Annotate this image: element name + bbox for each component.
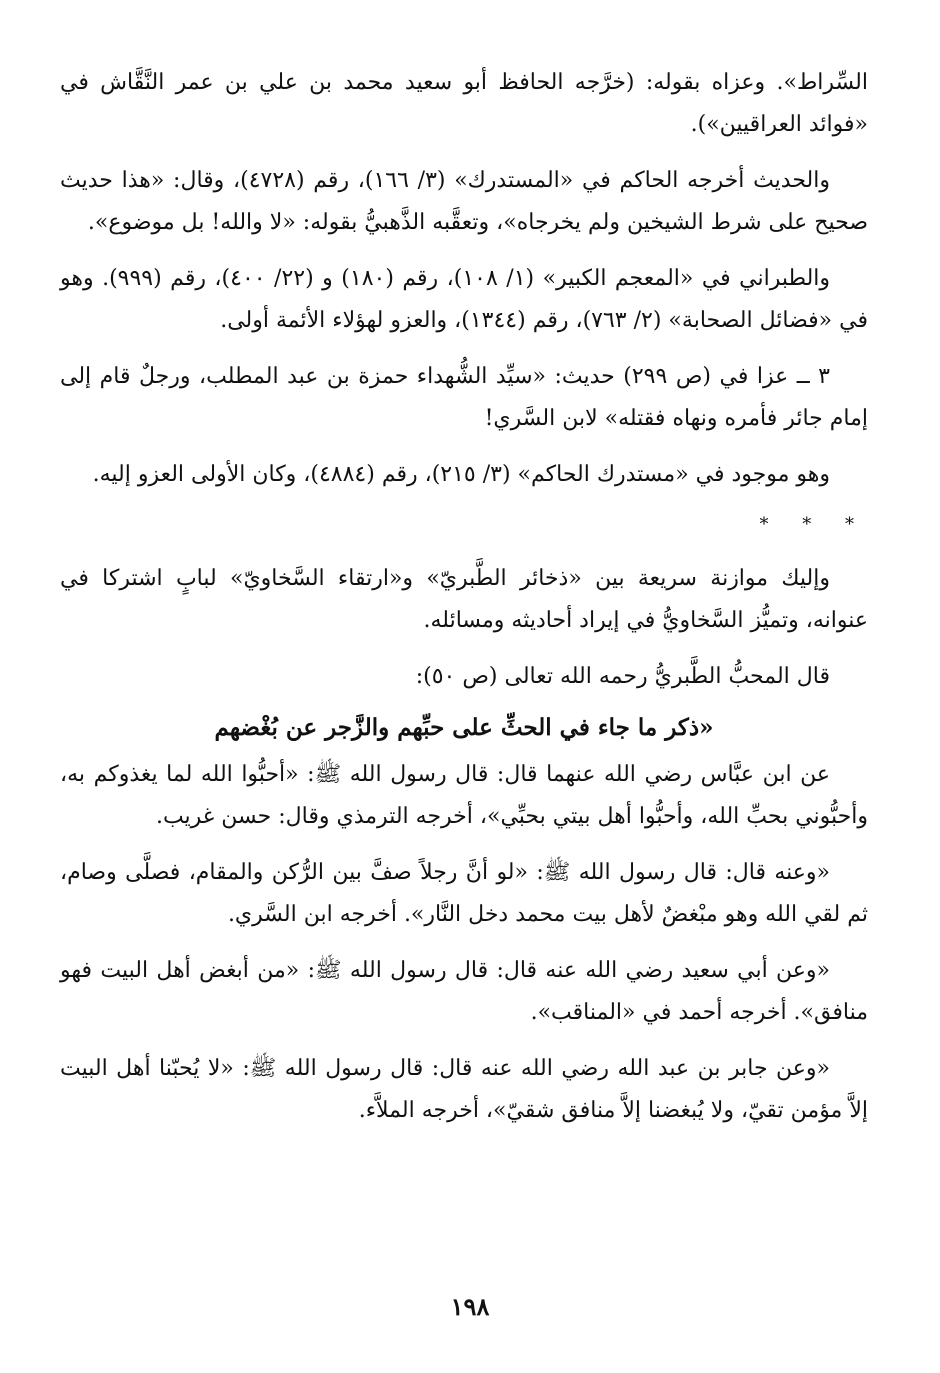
paragraph-3: والطبراني في «المعجم الكبير» (١/ ١٠٨)، رقم (١٨٠) و (٢٢/ ٤٠٠)، رقم (٩٩٩). وهو في «فضائل الصحابة» (٢/ ٧٦٣)، رقم (١٣٤٤)، والعزو لهؤلاء الأئمة أولى. [60,266,868,333]
paragraph-11: «وعن جابر بن عبد الله رضي الله عنه قال: قال رسول الله ﷺ: «لا يُحبّنا أهل البيت إلاَّ مؤمن تقيّ، ولا يُبغضنا إلاَّ منافق شقيّ»، أخرجه الملاَّء. [60,1056,868,1123]
paragraph-4: ٣ ــ عزا في (ص ٢٩٩) حديث: «سيِّد الشُّهداء حمزة بن عبد المطلب، ورجلٌ قام إلى إمام جائر فأمره ونهاه فقتله» لابن السَّري! [60,364,868,431]
page-number: ١٩٨ [450,1292,490,1321]
section-heading: «ذكر ما جاء في الحثِّ على حبِّهم والزَّجر عن بُغْضهم [214,714,714,741]
page-body [60,62,868,1333]
paragraph-9: «وعنه قال: قال رسول الله ﷺ: «لو أنَّ رجلاً صفَّ بين الرُّكن والمقام، فصلَّى وصام، ثم لقي الله وهو مبْغضٌ لأهل بيت محمد دخل النَّار». أخرجه ابن السَّري. [60,860,868,927]
paragraph-8: عن ابن عبَّاس رضي الله عنهما قال: قال رسول الله ﷺ: «أحبُّوا الله لما يغذوكم به، وأحبُّوني بحبِّ الله، وأحبُّوا أهل بيتي بحبِّي»، أخرجه الترمذي وقال: حسن غريب. [60,762,868,829]
paragraph-1: السِّراط». وعزاه بقوله: (خرَّجه الحافظ أبو سعيد محمد بن علي بن عمر النَّقَّاش في «فوائد العراقيين»). [60,70,868,137]
paragraph-5: وهو موجود في «مستدرك الحاكم» (٣/ ٢١٥)، رقم (٤٨٨٤)، وكان الأولى العزو إليه. [92,462,830,487]
section-divider: * * * [759,514,868,535]
paragraph-7: قال المحبُّ الطَّبريُّ رحمه الله تعالى (ص ٥٠): [415,664,830,689]
paragraph-6: وإليك موازنة سريعة بين «ذخائر الطَّبريّ» و«ارتقاء السَّخاويّ» لبابٍ اشتركا في عنوانه، وتميُّز السَّخاويُّ في إيراد أحاديثه ومسائله. [60,566,868,633]
paragraph-10: «وعن أبي سعيد رضي الله عنه قال: قال رسول الله ﷺ: «من أبغض أهل البيت فهو منافق». أخرجه أحمد في «المناقب». [60,958,868,1025]
paragraph-2: والحديث أخرجه الحاكم في «المستدرك» (٣/ ١٦٦)، رقم (٤٧٢٨)، وقال: «هذا حديث صحيح على شرط الشيخين ولم يخرجاه»، وتعقَّبه الذَّهبيُّ بقوله: «لا والله! بل موضوع». [60,168,868,235]
